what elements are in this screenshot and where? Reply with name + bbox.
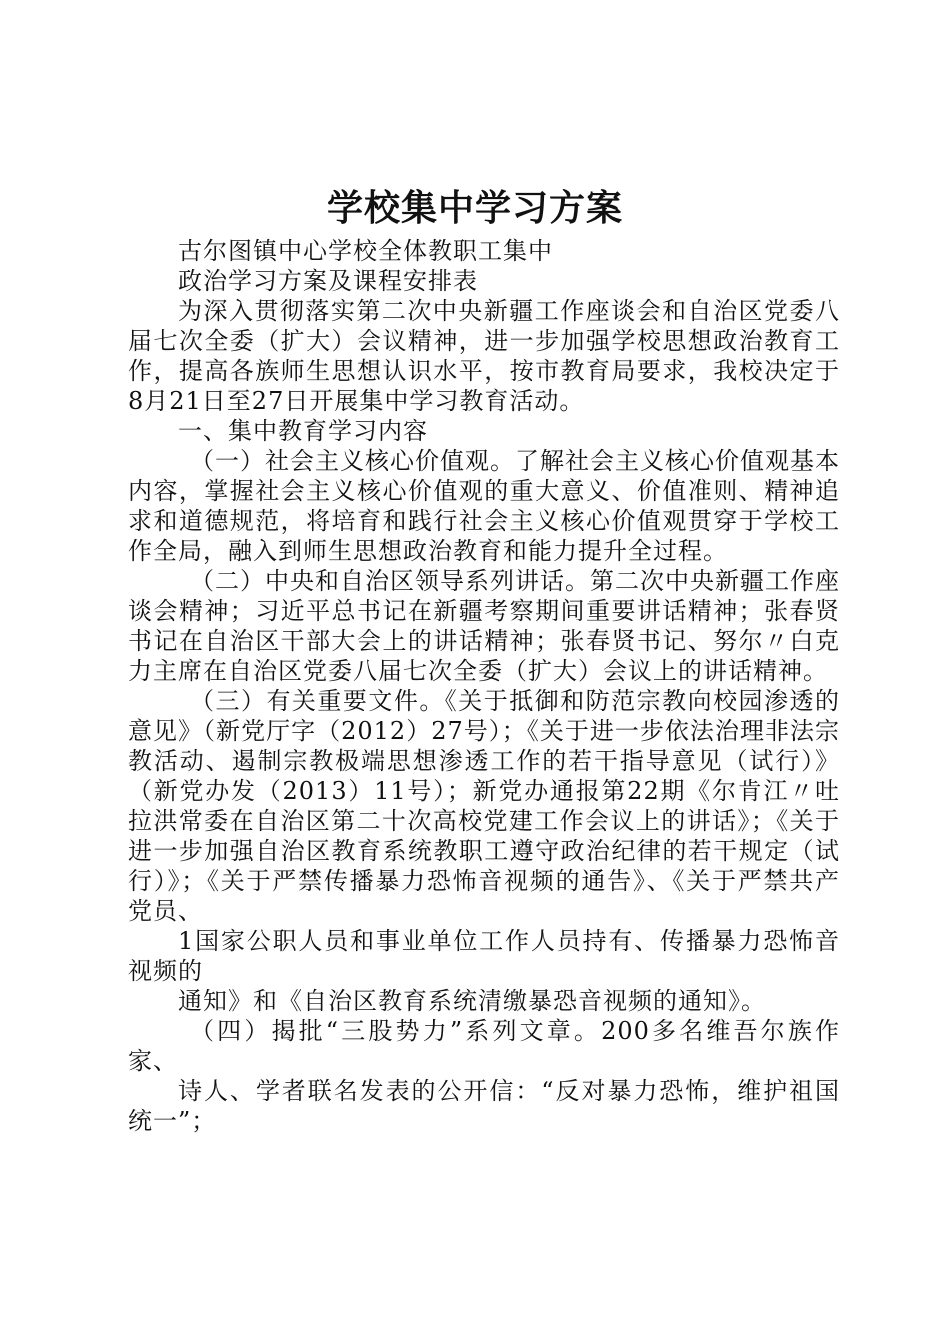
paragraph-school-name: 古尔图镇中心学校全体教职工集中 [178,237,553,265]
paragraph-item-3-continued: 1国家公职人员和事业单位工作人员持有、传播暴力恐怖音视频的 [128,927,840,985]
paragraph-item-3-end: 通知》和《自治区教育系统清缴暴恐音视频的通知》。 [178,987,766,1015]
paragraph-item-2: （二）中央和自治区领导系列讲话。第二次中央新疆工作座谈会精神；习近平总书记在新疆考察期间重要讲话精神；张春贤书记在自治区干部大会上的讲话精神；张春贤书记、努尔〃白克力主席在自治区党委八届七次全委（扩大）会议上的讲话精神。 [128,567,840,685]
paragraph-item-1: （一）社会主义核心价值观。了解社会主义核心价值观基本内容，掌握社会主义核心价值观的重大意义、价值准则、精神追求和道德规范，将培育和践行社会主义核心价值观贯穿于学校工作全局，融入到师生思想政治教育和能力提升全过程。 [128,447,840,565]
paragraph-plan-subtitle: 政治学习方案及课程安排表 [178,267,478,295]
paragraph-introduction: 为深入贯彻落实第二次中央新疆工作座谈会和自治区党委八届七次全委（扩大）会议精神，进一步加强学校思想政治教育工作，提高各族师生思想认识水平，按市教育局要求，我校决定于8月21日至27日开展集中学习教育活动。 [128,297,840,415]
paragraph-item-4: （四）揭批“三股势力”系列文章。200多名维吾尔族作家、 [128,1017,840,1075]
document-body [128,236,840,1136]
document-title: 学校集中学习方案 [326,187,623,229]
paragraph-item-3: （三）有关重要文件。《关于抵御和防范宗教向校园渗透的意见》（新党厅字（2012）27号）；《关于进一步依法治理非法宗教活动、遏制宗教极端思想渗透工作的若干指导意见（试行）》（新党办发（2013）11号）；新党办通报第22期《尔肯江〃吐拉洪常委在自治区第二十次高校党建工作会议上的讲话》；《关于进一步加强自治区教育系统教职工遵守政治纪律的若干规定（试行）》；《关于严禁传播暴力恐怖音视频的通告》、《关于严禁共产党员、 [128,687,840,925]
paragraph-item-4-continued: 诗人、学者联名发表的公开信：“反对暴力恐怖，维护祖国统一”； [128,1077,840,1135]
section-heading-study-content: 一、集中教育学习内容 [178,417,428,445]
